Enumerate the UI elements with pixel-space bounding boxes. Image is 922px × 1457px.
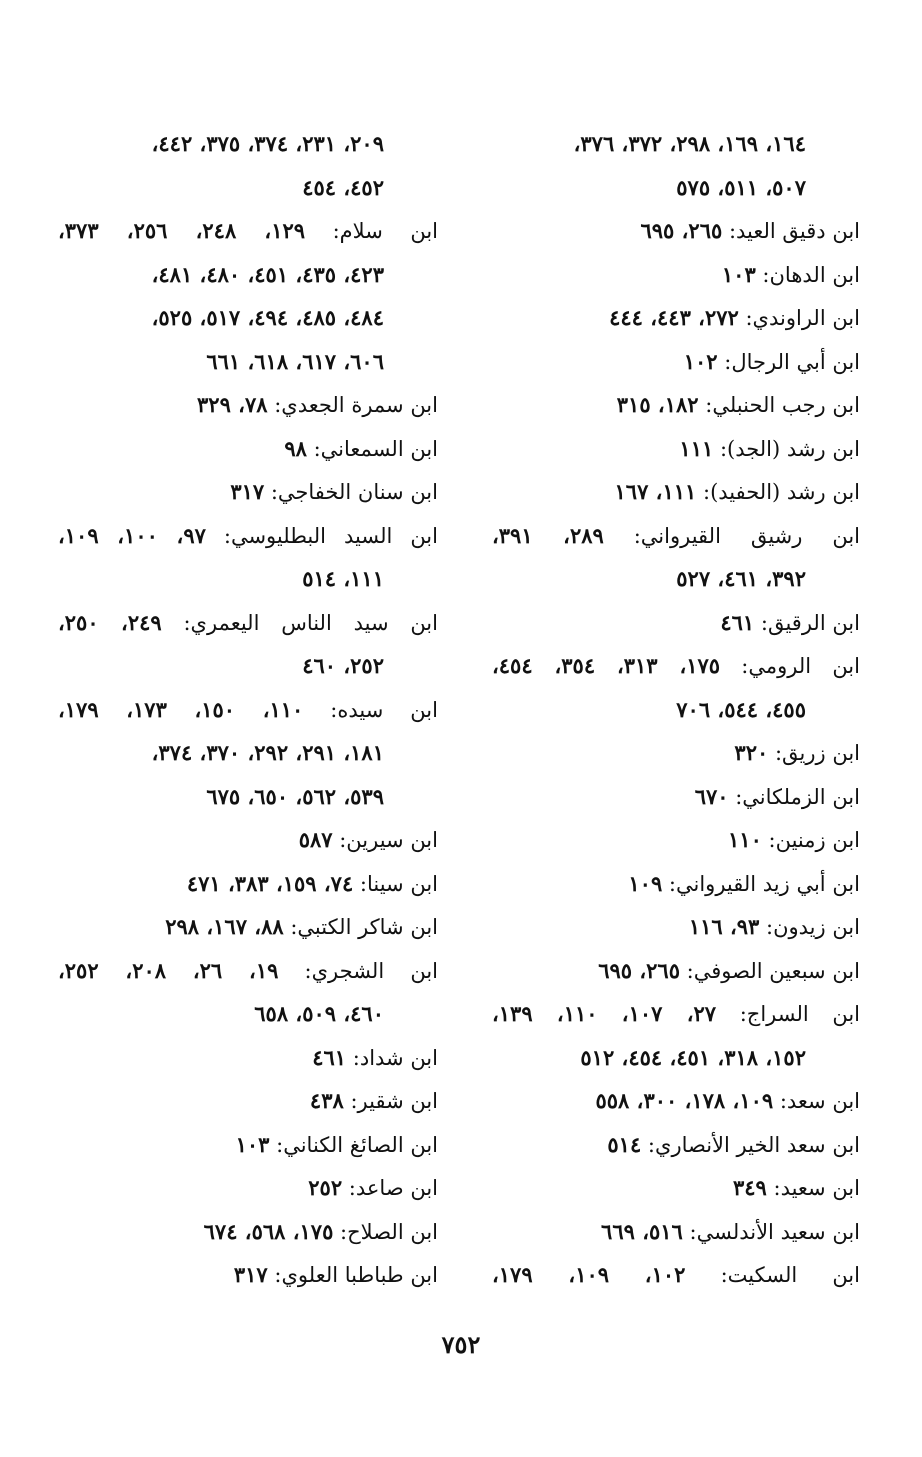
- entry-page-numbers: ٥١٤: [607, 1131, 642, 1157]
- entry-page-numbers: ٢٤٩، ٢٥٠،: [58, 609, 162, 635]
- entry-page-numbers: ٧٨، ٣٢٩: [197, 392, 268, 417]
- entry-name: ابن سيده:: [303, 697, 438, 722]
- index-entry: [58, 1166, 438, 1210]
- index-entry: [492, 166, 860, 210]
- entry-name: ابن صاعد:: [342, 1176, 438, 1200]
- entry-page-numbers: ٢٦٥، ٦٩٥: [598, 957, 680, 983]
- index-entry: [492, 688, 860, 732]
- index-column-right: [492, 122, 860, 1297]
- index-entry: [58, 253, 438, 297]
- entry-name: ابن شقير:: [343, 1089, 438, 1113]
- index-entry: [492, 1036, 860, 1080]
- index-entry: [58, 862, 438, 906]
- entry-name: ابن الزملكاني:: [728, 784, 860, 809]
- entry-page-numbers: ٩٣، ١١٦: [688, 914, 760, 939]
- index-entry: [492, 905, 860, 949]
- entry-name: ابن الرومي:: [720, 654, 860, 678]
- entry-name: ابن سبعين الصوفي:: [680, 958, 860, 983]
- entry-name: ابن سمرة الجعدي:: [267, 393, 438, 417]
- index-entry: [58, 122, 438, 166]
- entry-name: ابن دقيق العيد:: [722, 219, 860, 243]
- index-entry: [58, 514, 438, 558]
- index-entry: [58, 1079, 438, 1123]
- entry-name: ابن أبي زيد القيرواني:: [662, 871, 860, 896]
- entry-name: ابن الصائغ الكناني:: [269, 1132, 438, 1157]
- entry-page-numbers: ٦٧٠: [694, 783, 729, 809]
- entry-page-numbers: ١٠٣: [721, 261, 756, 287]
- entry-page-numbers: ١٥٢، ٣١٨، ٤٥١، ٤٥٤، ٥١٢: [580, 1044, 806, 1070]
- entry-name: ابن سيرين:: [332, 828, 438, 852]
- entry-name: ابن سعد الخير الأنصاري:: [641, 1132, 860, 1157]
- entry-page-numbers: ٤٦٠، ٥٠٩، ٦٥٨: [254, 1001, 384, 1026]
- entry-name: ابن شاكر الكتبي:: [283, 915, 438, 939]
- entry-name: ابن سعد:: [773, 1089, 860, 1113]
- index-entry: [58, 383, 438, 427]
- entry-page-numbers: ٤٣٨: [309, 1088, 344, 1113]
- entry-page-numbers: ٤٦١: [720, 609, 755, 635]
- entry-page-numbers: ٢٠٩، ٢٣١، ٣٧٤، ٣٧٥، ٤٤٢،: [151, 131, 384, 156]
- index-entry: [492, 1210, 860, 1254]
- entry-page-numbers: ٧٤، ١٥٩، ٣٨٣، ٤٧١: [186, 870, 354, 896]
- entry-name: ابن الرقيق:: [754, 610, 860, 635]
- entry-name: ابن سعيد:: [766, 1176, 860, 1200]
- entry-page-numbers: ٥١٦، ٦٦٩: [601, 1218, 683, 1244]
- entry-name: ابن رشيق القيرواني:: [603, 523, 860, 548]
- index-entry: [58, 992, 438, 1036]
- entry-page-numbers: ٩٨: [284, 435, 307, 461]
- index-entry: [492, 644, 860, 688]
- entry-page-numbers: ١٩، ٢٦، ٢٠٨، ٢٥٢،: [58, 957, 279, 983]
- entry-name: ابن سيد الناس اليعمري:: [161, 610, 438, 635]
- index-entry: [58, 818, 438, 862]
- entry-page-numbers: ٣١٧: [233, 1262, 268, 1287]
- entry-page-numbers: ٢٥٢: [308, 1175, 343, 1200]
- entry-page-numbers: ١٠٩، ١٧٨، ٣٠٠، ٥٥٨: [595, 1088, 774, 1113]
- entry-page-numbers: ١٧٥، ٣١٣، ٣٥٤، ٤٥٤،: [492, 653, 721, 678]
- index-entry: [492, 1166, 860, 1210]
- entry-name: ابن الراوندي:: [738, 306, 860, 330]
- index-entry: [58, 905, 438, 949]
- index-entry: [492, 862, 860, 906]
- entry-name: ابن زمنين:: [761, 828, 860, 852]
- index-entry: [492, 122, 860, 166]
- entry-name: ابن الشجري:: [278, 958, 439, 983]
- index-entry: [58, 601, 438, 645]
- index-entry: [492, 470, 860, 514]
- index-entry: [492, 949, 860, 993]
- entry-page-numbers: ١٦٤، ١٦٩، ٢٩٨، ٣٧٢، ٣٧٦،: [573, 131, 806, 156]
- entry-name: ابن سلام:: [305, 219, 439, 243]
- entry-page-numbers: ١٧٥، ٥٦٨، ٦٧٤: [203, 1218, 334, 1244]
- entry-page-numbers: ١١١، ١٦٧: [614, 479, 697, 504]
- entry-page-numbers: ١١١، ٥١٤: [302, 566, 384, 591]
- index-entry: [58, 209, 438, 253]
- entry-name: ابن أبي الرجال:: [717, 349, 860, 374]
- entry-name: ابن رشد (الجد):: [713, 436, 860, 461]
- index-entry: [58, 296, 438, 340]
- entry-page-numbers: ٢٦٥، ٦٩٥: [640, 218, 723, 243]
- entry-page-numbers: ٨٨، ١٦٧، ٢٩٨: [165, 914, 284, 939]
- entry-name: ابن السكيت:: [685, 1263, 860, 1287]
- entry-name: ابن رجب الحنبلي:: [698, 393, 860, 417]
- index-entry: [58, 470, 438, 514]
- index-entry: [58, 1253, 438, 1297]
- index-entry: [492, 253, 860, 297]
- entry-page-numbers: ١٠٣: [235, 1131, 270, 1157]
- index-column-left: [58, 122, 438, 1297]
- entry-name: ابن سنان الخفاجي:: [264, 480, 438, 504]
- entry-page-numbers: ١٠٩: [628, 870, 663, 896]
- entry-name: ابن السمعاني:: [306, 436, 438, 461]
- index-entry: [58, 1123, 438, 1167]
- index-entry: [492, 340, 860, 384]
- index-entry: [492, 383, 860, 427]
- entry-page-numbers: ٤٢٣، ٤٣٥، ٤٥١، ٤٨٠، ٤٨١،: [151, 261, 384, 287]
- entry-page-numbers: ١٨٢، ٣١٥: [616, 392, 699, 417]
- entry-page-numbers: ٦٠٦، ٦١٧، ٦١٨، ٦٦١: [206, 348, 384, 374]
- index-entry: [492, 1123, 860, 1167]
- entry-name: ابن الدهان:: [755, 262, 860, 287]
- index-entry: [58, 557, 438, 601]
- entry-page-numbers: ٣١٧: [230, 479, 265, 504]
- entry-page-numbers: ٣٤٩: [732, 1175, 767, 1200]
- entry-name: ابن طباطبا العلوي:: [267, 1263, 438, 1287]
- index-entry: [58, 949, 438, 993]
- index-entry: [58, 427, 438, 471]
- index-entry: [492, 731, 860, 775]
- index-entry: [58, 166, 438, 210]
- entry-page-numbers: ٥٠٧، ٥١١، ٥٧٥: [676, 174, 806, 200]
- entry-page-numbers: ١١٠: [728, 827, 762, 852]
- index-entry: [58, 1210, 438, 1254]
- entry-page-numbers: ٤٥٥، ٥٤٤، ٧٠٦: [676, 696, 806, 722]
- entry-page-numbers: ٢٨٩، ٣٩١،: [492, 522, 604, 548]
- entry-name: ابن الصلاح:: [333, 1219, 438, 1244]
- index-entry: [492, 514, 860, 558]
- index-entry: [58, 731, 438, 775]
- index-entry: [492, 1079, 860, 1123]
- index-entry: [492, 1253, 860, 1297]
- entry-page-numbers: ٤٥٢، ٤٥٤: [302, 174, 384, 200]
- entry-page-numbers: ١٠٢: [683, 348, 718, 374]
- index-entry: [58, 1036, 438, 1080]
- page-number: ٧٥٢: [441, 1330, 481, 1359]
- entry-page-numbers: ٤٦١: [312, 1044, 347, 1070]
- index-entry: [58, 340, 438, 384]
- entry-name: ابن رشد (الحفيد):: [696, 480, 860, 504]
- index-entry: [492, 818, 860, 862]
- entry-page-numbers: ١٨١، ٢٩١، ٢٩٢، ٣٧٠، ٣٧٤،: [151, 740, 384, 765]
- index-entry: [492, 557, 860, 601]
- entry-page-numbers: ١٠٢، ١٠٩، ١٧٩،: [492, 1262, 686, 1287]
- index-entry: [58, 775, 438, 819]
- entry-name: ابن السراج:: [716, 1002, 861, 1026]
- entry-name: ابن سعيد الأندلسي:: [682, 1219, 860, 1244]
- entry-page-numbers: ٥٨٧: [298, 827, 333, 852]
- index-entry: [58, 688, 438, 732]
- entry-page-numbers: ١٢٩، ٢٤٨، ٢٥٦، ٣٧٣،: [58, 218, 306, 243]
- entry-page-numbers: ٢٥٢، ٤٦٠: [302, 653, 384, 678]
- index-entry: [492, 296, 860, 340]
- entry-name: ابن شداد:: [346, 1045, 438, 1070]
- entry-name: ابن زيدون:: [759, 915, 860, 939]
- index-entry: [492, 601, 860, 645]
- entry-page-numbers: ١١١: [679, 435, 714, 461]
- entry-page-numbers: ٥٣٩، ٥٦٢، ٦٥٠، ٦٧٥: [206, 783, 384, 809]
- index-entry: [492, 775, 860, 819]
- entry-page-numbers: ٩٧، ١٠٠، ١٠٩،: [58, 522, 206, 548]
- index-entry: [58, 644, 438, 688]
- index-entry: [492, 992, 860, 1036]
- entry-page-numbers: ١١٠، ١٥٠، ١٧٣، ١٧٩،: [58, 696, 304, 722]
- entry-page-numbers: ٣٩٢، ٤٦١، ٥٢٧: [676, 566, 806, 591]
- entry-name: ابن السيد البطليوسي:: [205, 523, 438, 548]
- index-entry: [492, 427, 860, 471]
- entry-page-numbers: ٣٢٠: [734, 740, 769, 765]
- entry-page-numbers: ٤٨٤، ٤٨٥، ٤٩٤، ٥١٧، ٥٢٥،: [151, 305, 384, 330]
- index-entry: [492, 209, 860, 253]
- entry-page-numbers: ٢٧٢، ٤٤٣، ٤٤٤: [609, 305, 739, 330]
- entry-name: ابن زريق:: [768, 741, 860, 765]
- entry-name: ابن سينا:: [353, 871, 438, 896]
- entry-page-numbers: ٢٧، ١٠٧، ١١٠، ١٣٩،: [492, 1001, 717, 1026]
